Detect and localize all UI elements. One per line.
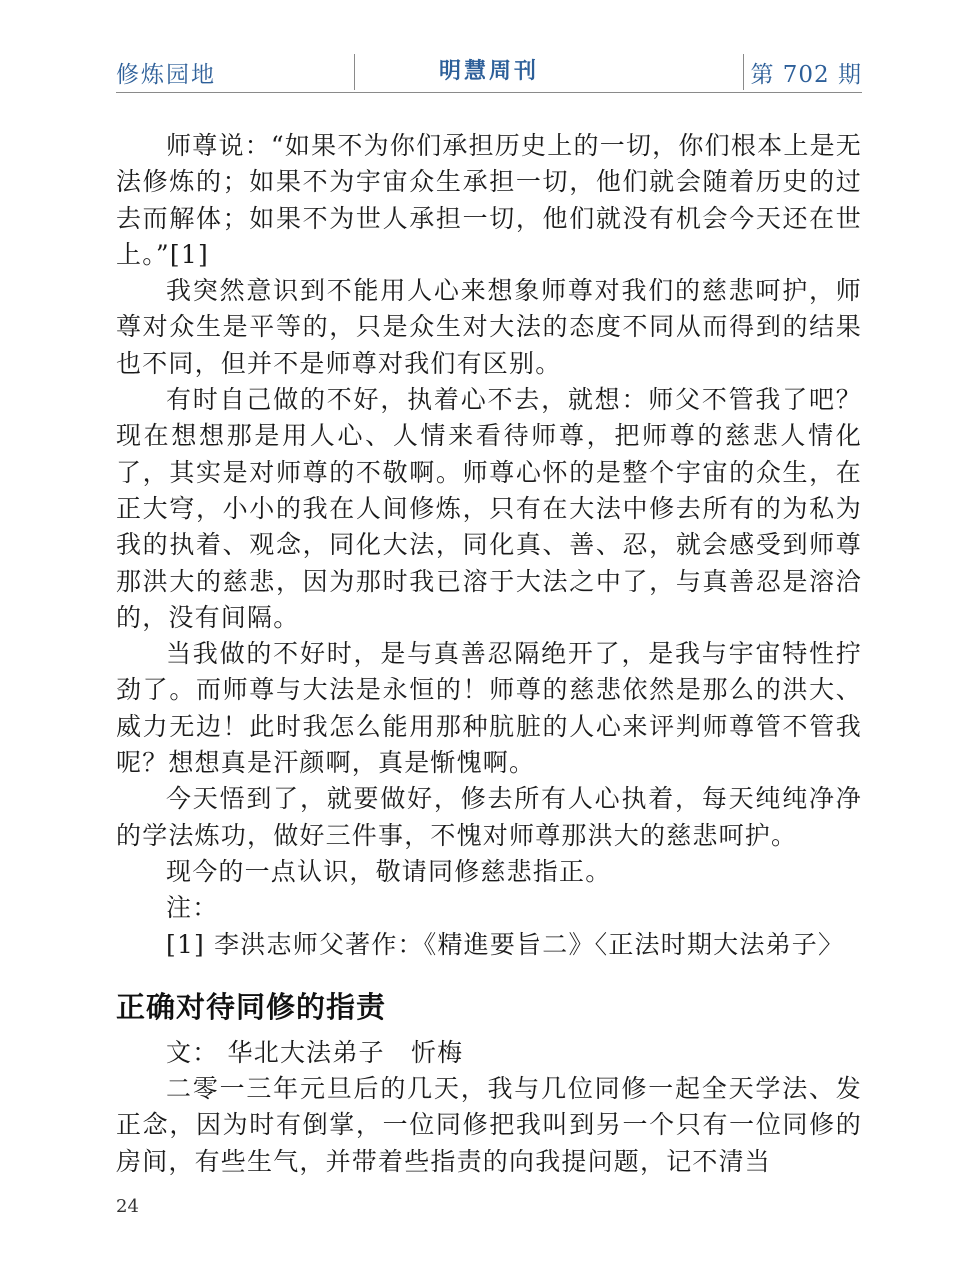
paragraph: 师尊说：“如果不为你们承担历史上的一切，你们根本上是无法修炼的；如果不为宇宙众生承担一切，他们就会随着历史的过去而解体；如果不为世人承担一切，他们就没有机会今天还在世上。”[1] [116, 131, 862, 269]
paragraph: 现今的一点认识，敬请同修慈悲指正。 [166, 856, 612, 886]
paragraph: 有时自己做的不好，执着心不去，就想：师父不管我了吧？现在想想那是用人心、人情来看待师尊，把师尊的慈悲人情化了，其实是对师尊的不敬啊。师尊心怀的是整个宇宙的众生，在正大穹，小小的我在人间修炼，只有在大法中修去所有的为私为我的执着、观念，同化大法，同化真、善、忍，就会感受到师尊那洪大的慈悲，因为那时我已溶于大法之中了，与真善忍是溶洽的，没有间隔。 [116, 385, 862, 632]
page-header [116, 48, 862, 93]
article-byline: 文： 华北大法弟子 忻梅 [166, 1037, 464, 1067]
paragraph: 当我做的不好时，是与真善忍隔绝开了，是我与宇宙特性拧劲了。而师尊与大法是永恒的！师尊的慈悲依然是那么的洪大、威力无边！此时我怎么能用那种肮脏的人心来评判师尊管不管我呢？想想真是汗颜啊，真是惭愧啊。 [116, 639, 862, 778]
paragraph: 二零一三年元旦后的几天，我与几位同修一起全天学法、发正念，因为时有倒掌，一位同修把我叫到另一个只有一位同修的房间，有些生气，并带着些指责的向我提问题，记不清当 [116, 1074, 862, 1176]
paragraph: 我突然意识到不能用人心来想象师尊对我们的慈悲呵护，师尊对众生是平等的，只是众生对大法的态度不同从而得到的结果也不同，但并不是师尊对我们有区别。 [116, 276, 862, 378]
magazine-title: 明慧周刊 [438, 59, 539, 84]
paragraph: 今天悟到了，就要做好，修去所有人心执着，每天纯纯净净的学法炼功，做好三件事，不愧对师尊那洪大的慈悲呵护。 [116, 784, 862, 850]
section-title: 修炼园地 [116, 62, 216, 88]
header-divider-right [743, 54, 744, 90]
article-body [116, 128, 862, 1180]
footnote-heading: 注： [166, 893, 219, 923]
article-title: 正确对待同修的指责 [116, 989, 387, 1024]
issue-number: 第 702 期 [750, 62, 862, 88]
page-number: 24 [116, 1196, 139, 1217]
footnote: [1] 李洪志师父著作：《精進要旨二》〈正法时期大法弟子〉 [166, 929, 845, 959]
